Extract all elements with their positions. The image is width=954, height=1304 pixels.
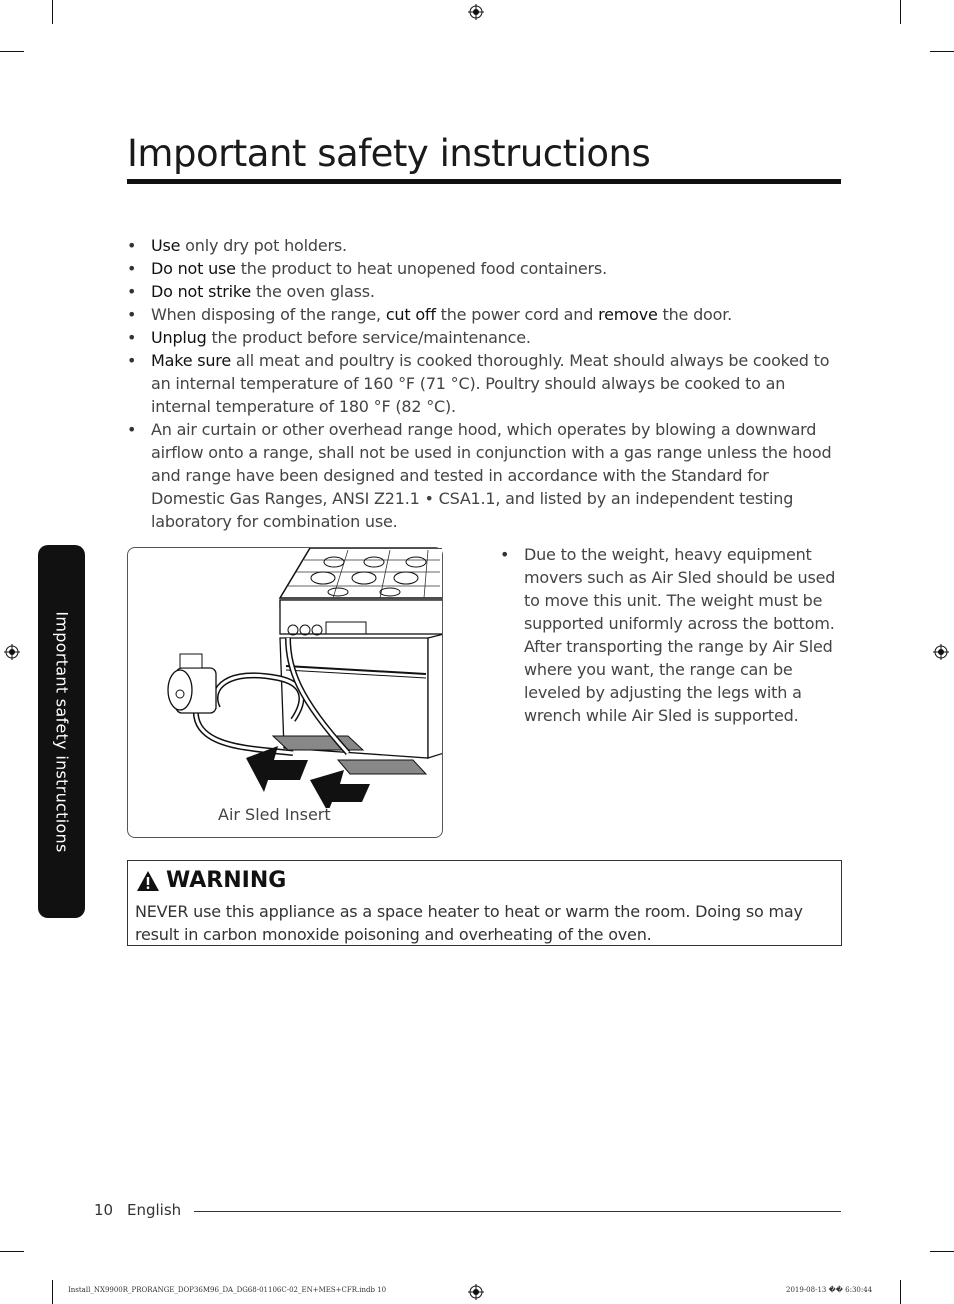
side-tab-label: Important safety instructions <box>52 610 71 853</box>
crop-mark <box>930 1251 954 1252</box>
bullet-glyph: • <box>500 545 510 564</box>
bullet-lead: Use <box>151 236 181 255</box>
bullet-glyph: • <box>127 351 137 370</box>
warning-triangle-icon <box>136 870 160 892</box>
crop-mark <box>52 0 53 24</box>
bullet-glyph: • <box>127 282 137 301</box>
safety-bullet-list <box>127 234 843 533</box>
crop-mark <box>900 0 901 24</box>
bullet-text: the product before service/maintenance. <box>206 328 531 347</box>
crop-mark <box>0 1251 24 1252</box>
list-item <box>500 543 845 727</box>
list-item <box>127 326 843 349</box>
footer-language: English <box>127 1201 182 1219</box>
bullet-text: When disposing of the range, <box>151 305 386 324</box>
warning-body: NEVER use this appliance as a space heater to heat or warm the room. Doing so may result in carbon monoxide poisoning and overheating of the oven. <box>135 902 803 944</box>
print-slug-timestamp: 2019-08-13 �� 6:30:44 <box>786 1286 873 1294</box>
figure-caption: Air Sled Insert <box>218 805 331 824</box>
section-side-tab <box>38 545 85 918</box>
warning-heading <box>136 868 286 893</box>
crop-mark <box>930 51 954 52</box>
registration-mark-icon <box>933 644 949 660</box>
page-title: Important safety instructions <box>127 132 651 175</box>
bullet-glyph: • <box>127 236 137 255</box>
crop-mark <box>900 1280 901 1304</box>
moving-bullet-list <box>500 543 845 727</box>
registration-mark-icon <box>468 4 484 20</box>
bullet-emphasis: cut off <box>385 305 436 324</box>
bullet-glyph: • <box>127 420 137 439</box>
bullet-glyph: • <box>127 259 137 278</box>
air-sled-figure <box>127 547 443 838</box>
bullet-lead: Unplug <box>151 328 207 347</box>
registration-mark-icon <box>4 644 20 660</box>
bullet-glyph: • <box>127 305 137 324</box>
print-slug-file: Install_NX9900R_PRORANGE_DOP36M96_DA_DG68-01106C-02_EN+MES+CFR.indb 10 <box>68 1286 387 1294</box>
list-item <box>127 234 843 257</box>
warning-heading-text: WARNING <box>166 868 287 893</box>
bullet-text: the power cord and <box>435 305 599 324</box>
page-number: 10 <box>94 1201 114 1219</box>
bullet-text: Due to the weight, heavy equipment movers such as Air Sled should be used to move this unit. The weight must be supported uniformly across the bottom. After transporting the range by Air Sled where you want, the range can be leveled by adjusting the legs with a wrench while Air Sled is supported. <box>524 545 836 725</box>
list-item <box>127 349 843 418</box>
bullet-lead: Make sure <box>151 351 231 370</box>
bullet-text: the product to heat unopened food containers. <box>235 259 607 278</box>
crop-mark <box>0 51 24 52</box>
bullet-emphasis: remove <box>598 305 658 324</box>
bullet-text: the door. <box>657 305 733 324</box>
bullet-text: all meat and poultry is cooked thoroughly. Meat should always be cooked to an internal temperature of 160 °F (71 °C). Poultry should always be cooked to an internal temperature of 180 °F (82 °C). <box>151 351 830 416</box>
list-item <box>127 303 843 326</box>
crop-mark <box>52 1280 53 1304</box>
registration-mark-icon <box>468 1284 484 1300</box>
footer-rule <box>194 1211 841 1212</box>
list-item <box>127 280 843 303</box>
bullet-text: the oven glass. <box>251 282 375 301</box>
bullet-glyph: • <box>127 328 137 347</box>
list-item <box>127 418 843 533</box>
bullet-lead: Do not strike <box>151 282 252 301</box>
range-air-sled-illustration <box>128 548 442 808</box>
bullet-lead: Do not use <box>151 259 236 278</box>
warning-box <box>127 860 842 946</box>
list-item <box>127 257 843 280</box>
bullet-text: An air curtain or other overhead range hood, which operates by blowing a downward airflow onto a range, shall not be used in conjunction with a gas range unless the hood and range have been designed and tested in accordance with the Standard for Domestic Gas Ranges, ANSI Z21.1 • CSA1.1, and listed by an independent testing laboratory for combination use. <box>151 420 832 531</box>
bullet-text: only dry pot holders. <box>180 236 347 255</box>
title-rule <box>127 179 841 184</box>
